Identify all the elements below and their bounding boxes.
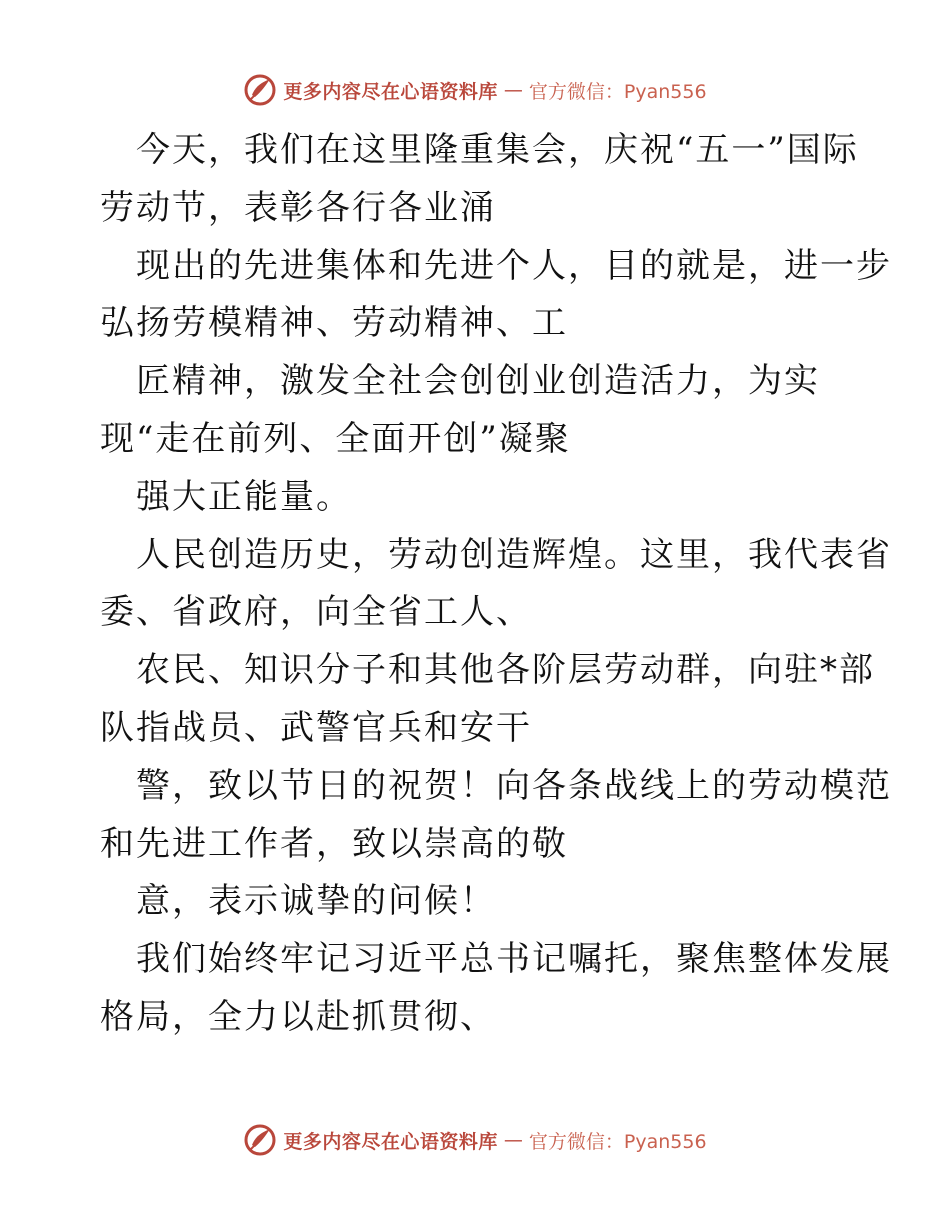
text-line: 我们始终牢记习近平总书记嘱托，聚焦整体发展 [136,939,892,980]
text-line: 现出的先进集体和先进个人，目的就是，进一步 [136,245,892,286]
banner-brand-text: 更多内容尽在心语资料库 [283,1130,498,1153]
text-line: 劳动节，表彰各行各业涌 [100,187,496,228]
header-banner [0,70,950,110]
banner-dash: — [503,79,523,101]
text-line: 意，表示诚挚的问候！ [136,881,496,922]
banner-wechat-text: 官方微信：Pyan556 [528,1130,707,1153]
quill-seal-icon [243,1123,277,1157]
text-line: 委、省政府，向全省工人、 [100,592,532,633]
text-line: 强大正能量。 [136,476,352,517]
text-line: 格局，全力以赴抓贯彻、 [100,996,496,1037]
text-line: 人民创造历史，劳动创造辉煌。这里，我代表省 [136,534,892,575]
footer-banner [0,1120,950,1160]
text-line: 现“走在前列、全面开创”凝聚 [100,418,571,459]
text-line: 匠精神，激发全社会创创业创造活力，为实 [136,361,820,402]
banner-dash: — [503,1129,523,1151]
text-line: 队指战员、武警官兵和安干 [100,707,532,748]
quill-seal-icon [243,73,277,107]
banner-wechat-text: 官方微信：Pyan556 [528,80,707,103]
text-line: 今天，我们在这里隆重集会，庆祝“五一”国际 [136,130,859,170]
text-line: 农民、知识分子和其他各阶层劳动群，向驻*部 [136,650,875,691]
text-line: 警，致以节日的祝贺！向各条战线上的劳动模范 [136,765,892,806]
document-body [100,122,892,1047]
text-line: 和先进工作者，致以崇高的敬 [100,823,568,864]
banner-brand-text: 更多内容尽在心语资料库 [283,80,498,103]
text-line: 弘扬劳模精神、劳动精神、工 [100,303,568,344]
